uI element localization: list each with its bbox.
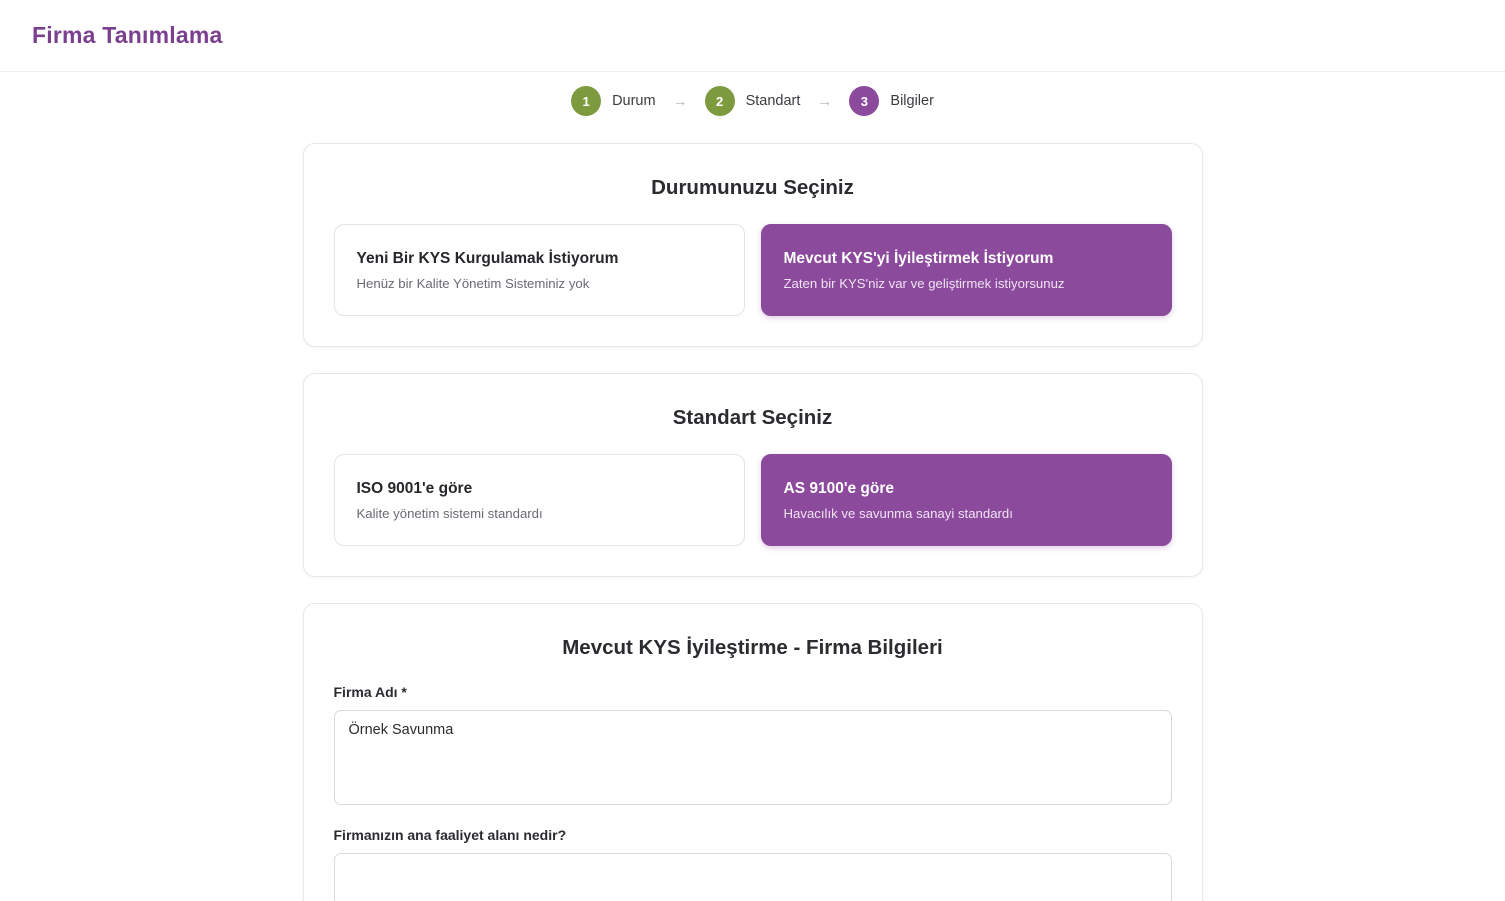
company-name-input[interactable] [334, 710, 1172, 805]
field-activity-area [334, 827, 1172, 901]
status-option-new-kys-title: Yeni Bir KYS Kurgulamak İstiyorum [356, 249, 619, 267]
wizard-stepper [0, 72, 1505, 130]
step-bilgiler[interactable] [849, 86, 934, 116]
activity-area-label: Firmanızın ana faaliyet alanı nedir? [333, 827, 567, 843]
standard-option-as9100[interactable] [761, 454, 1172, 546]
status-option-improve-kys-subtitle: Zaten bir KYS'niz var ve geliştirmek istiyorsunuz [783, 275, 1065, 291]
status-card-title: Durumunuzu Seçiniz [651, 176, 854, 199]
status-options-row [334, 224, 1172, 316]
status-option-new-kys-subtitle: Henüz bir Kalite Yönetim Sisteminiz yok [356, 275, 590, 291]
status-selection-card [303, 143, 1203, 347]
standard-option-as9100-title: AS 9100'e göre [783, 479, 895, 497]
standard-option-as9100-subtitle: Havacılık ve savunma sanayi standardı [783, 505, 1013, 521]
step-2-label: Standart [745, 93, 801, 109]
field-company-name [334, 684, 1172, 805]
step-standart[interactable] [705, 86, 801, 116]
standard-options-row [334, 454, 1172, 546]
step-arrow-icon-1: → [672, 92, 688, 110]
step-durum[interactable] [571, 86, 656, 116]
step-2-number: 2 [705, 86, 735, 116]
activity-area-input[interactable] [334, 853, 1172, 901]
standard-option-iso9001[interactable] [334, 454, 745, 546]
step-arrow-icon-2: → [817, 92, 833, 110]
step-3-label: Bilgiler [890, 93, 934, 109]
step-1-number: 1 [571, 86, 601, 116]
company-info-card [303, 603, 1203, 901]
page-title: Firma Tanımlama [32, 22, 223, 48]
status-option-new-kys[interactable] [334, 224, 745, 316]
standard-selection-card [303, 373, 1203, 577]
company-name-label: Firma Adı * [333, 684, 407, 700]
standard-option-iso9001-subtitle: Kalite yönetim sistemi standardı [356, 505, 543, 521]
page-body [0, 130, 1505, 901]
step-3-number: 3 [849, 86, 879, 116]
company-info-card-title: Mevcut KYS İyileştirme - Firma Bilgileri [562, 636, 943, 659]
status-option-improve-kys-title: Mevcut KYS'yi İyileştirmek İstiyorum [783, 249, 1054, 267]
step-1-label: Durum [612, 93, 656, 109]
standard-option-iso9001-title: ISO 9001'e göre [356, 479, 473, 497]
status-option-improve-kys[interactable] [761, 224, 1172, 316]
standard-card-title: Standart Seçiniz [672, 406, 833, 429]
app-header [0, 0, 1505, 72]
